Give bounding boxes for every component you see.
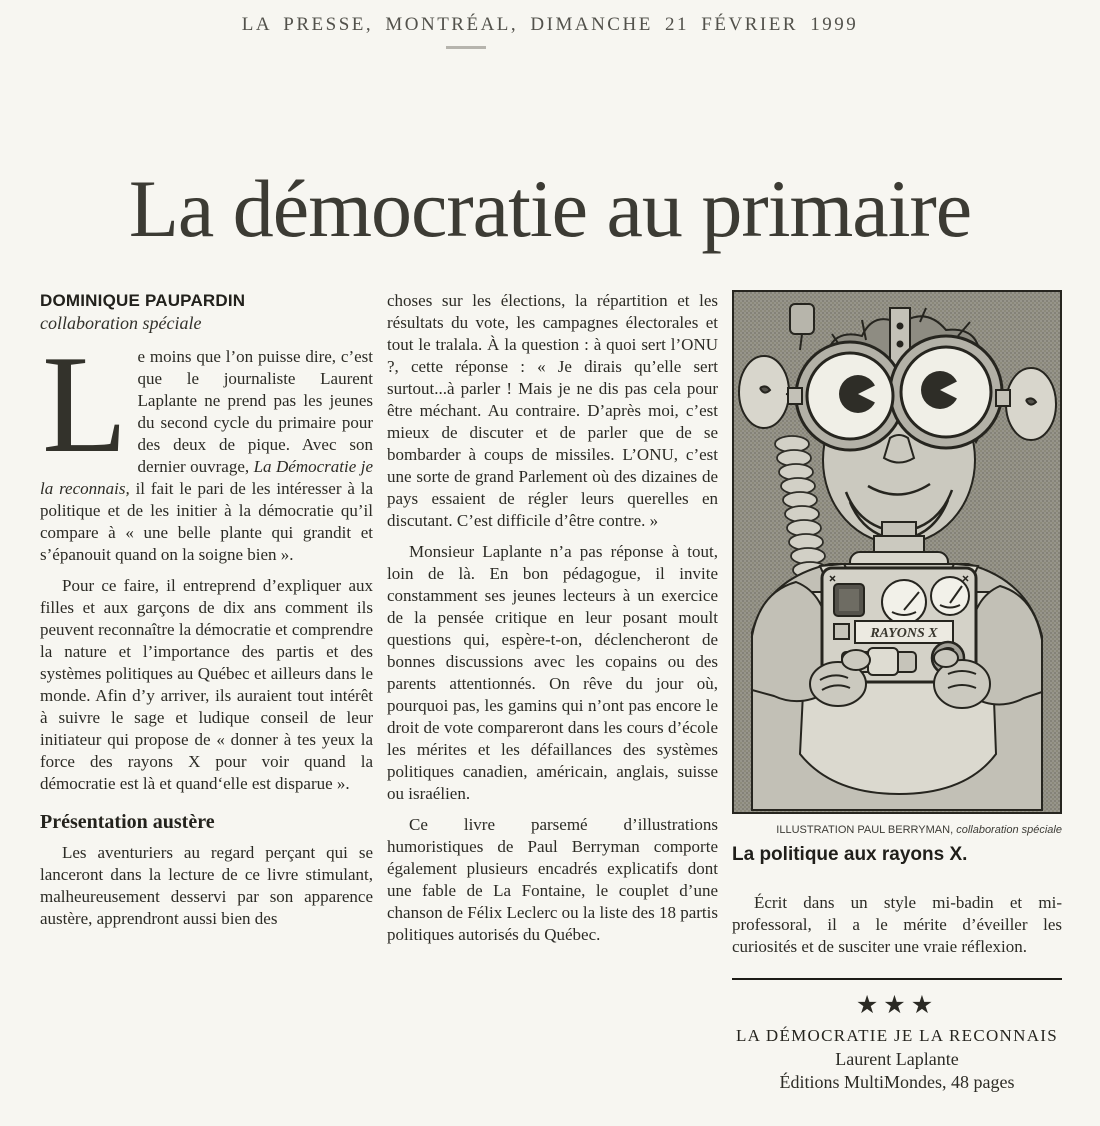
paragraph-2: Pour ce faire, il entreprend d’expliquer aux filles et aux garçons de dix ans comment ils peuvent reconnaître la démocratie et comprendre la nature et l’importance des partis et des systèmes politiques au Québec et ailleurs dans le monde. Afin d’y arriver, ils auraient tout intérêt à suivre le sage et ludique conseil de leur initiateur qui propose de « donner à tes yeux la force des rayons X pour voir quand la démocratie est là et quand‘elle est disparue ». <box>40 576 373 793</box>
book-box-rule <box>732 978 1062 980</box>
illustration-credit <box>732 819 1062 841</box>
paragraph-1-text: e moins que l’on puisse dire, c’est que le journaliste Laurent Laplante ne prend pas les jeunes du second cycle du primaire pour des deux de pique. Avec son dernier ouvrage, <box>137 347 373 476</box>
device-label: RAYONS X <box>870 626 938 641</box>
paragraph-3: Les aventuriers au regard perçant qui se lanceront dans la lecture de ce livre stimulant, malheureusement desservi par son apparence austère, apprendront aussi bien des <box>40 843 373 928</box>
device-gauge-2 <box>931 577 969 615</box>
device-gauge-1 <box>882 580 926 624</box>
column-1 <box>40 290 373 1093</box>
book-info-box <box>732 992 1062 1093</box>
column-3 <box>732 290 1062 1093</box>
article-columns <box>40 290 1062 1093</box>
illustration-frame <box>732 290 1062 814</box>
star-rating: ★★★ <box>855 992 939 1019</box>
column-2 <box>387 290 718 1093</box>
xray-goggles-kid-illustration <box>734 292 1060 812</box>
credit-role: collaboration spéciale <box>953 824 1062 836</box>
paragraph-1-rest: il fait le pari de les intéresser à la politique et de les initier à la démocratie qu’il compare à « une belle plante qui grandit et s’épanouit quand on la soigne bien ». <box>40 479 373 564</box>
masthead: LA PRESSE, MONTRÉAL, DIMANCHE 21 FÉVRIER 1999 <box>241 14 859 35</box>
byline-author: DOMINIQUE PAUPARDIN <box>40 291 246 310</box>
paragraph-5: Monsieur Laplante n’a pas réponse à tout, loin de là. En bon pédagogue, il invite constamment ses jeunes lecteurs à un exercice de la pensée critique en leur posant moult questions qui, espère-t-on, déclencheront de bonnes discussions avec les copains ou des parents attentionnés. On rêve du jour où, pourquoi pas, les gamins qui n’ont pas encore le droit de vote compareront dans les cours d’école les mérites et les défaillances des systèmes politiques canadien, américain, anglais, suisse ou israélien. <box>387 542 718 803</box>
credit-text: ILLUSTRATION PAUL BERRYMAN, <box>776 824 954 836</box>
paragraph-1-book-title: La Démocratie je la reconnais, <box>40 457 373 498</box>
illustration-caption: La politique aux rayons X. <box>732 844 968 865</box>
paragraph-7: Écrit dans un style mi-badin et mi-professoral, il a le mérite d’éveiller les curiosités et de susciter une vraie réflexion. <box>732 893 1062 956</box>
book-author: Laurent Laplante <box>835 1049 959 1069</box>
book-title: LA DÉMOCRATIE JE LA RECONNAIS <box>736 1026 1058 1045</box>
paragraph-1 <box>40 327 373 566</box>
masthead-underline <box>446 46 486 49</box>
paragraph-4: choses sur les élections, la répartition et les résultats du vote, les campagnes électorales et tout le tralala. À la question : à quoi sert l’ONU ?, cette réponse : « Je dirais qu’elle sert surtout...à parler ! Mais je ne dis pas cela pour être méchant. Au contraire. D’après moi, c’est mieux de discuter et de parler que de se bombarder à coups de missiles. L’ONU, c’est une sorte de grand Parlement où des dizaines de pays essaient de régler leurs querelles en discutant. C’est difficile d’être contre. » <box>387 291 718 530</box>
article-headline: La démocratie au primaire <box>128 163 972 254</box>
byline-role: collaboration spéciale <box>40 313 202 333</box>
drop-cap: L <box>42 327 128 482</box>
book-publisher: Éditions MultiMondes, 48 pages <box>779 1072 1015 1092</box>
paragraph-6: Ce livre parsemé d’illustrations humoristiques de Paul Berryman comporte également plusieurs encadrés explicatifs dont une fable de La Fontaine, le couplet d’une chanson de Félix Leclerc ou la liste des 18 partis politiques autorisés du Québec. <box>387 815 718 944</box>
section-subhead: Présentation austère <box>40 811 215 833</box>
device-slider-knob <box>868 648 898 675</box>
